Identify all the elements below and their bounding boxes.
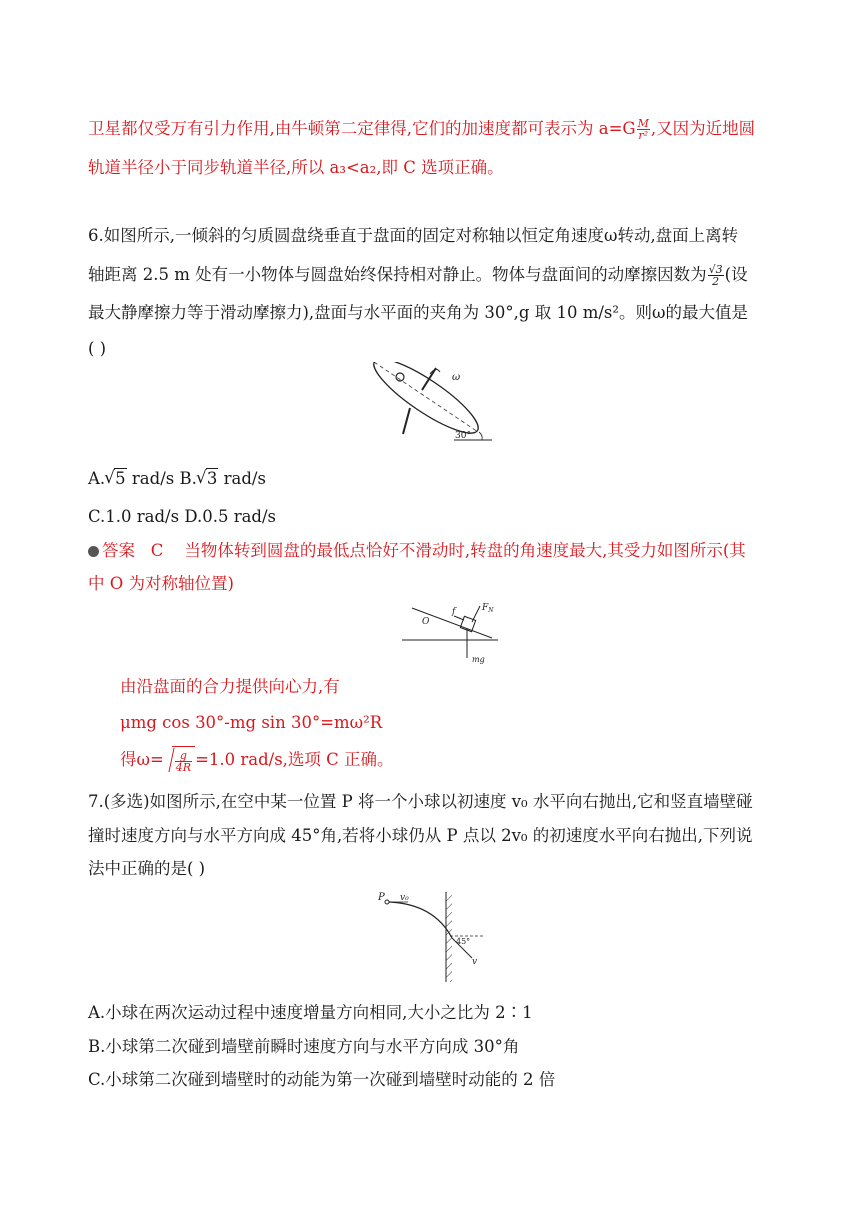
- q5-answer-line-2: 轨道半径小于同步轨道半径,所以 a₃<a₂,即 C 选项正确。: [88, 158, 504, 177]
- q6-stem-line-2: [88, 264, 748, 287]
- option-b-unit: rad/s: [218, 469, 266, 488]
- v-label: v: [472, 957, 478, 967]
- q6-solution-line-2: μmg cos 30°-mg sin 30°=mω²R: [120, 713, 383, 732]
- q6-solution-line-3: [120, 746, 394, 775]
- answer-bullet-icon: [88, 546, 99, 557]
- q6-stem-text-b: (设: [724, 265, 748, 284]
- friction-label: f: [452, 607, 456, 617]
- q6-answer-blank: ( ): [88, 339, 107, 358]
- normal-force-arrow: [472, 606, 480, 622]
- solution-result: =1.0 rad/s,选项 C 正确。: [195, 750, 394, 769]
- answer-label: 答案: [102, 541, 135, 560]
- angle-45-label: 45°: [456, 937, 471, 946]
- solution-omega-prefix: 得ω=: [120, 750, 164, 769]
- q7-projectile-wall-figure: [372, 890, 492, 982]
- v0-label: v₀: [400, 893, 409, 903]
- angle-30-label: 30°: [455, 431, 471, 441]
- angle-arc: [479, 432, 482, 440]
- q6-options-ab: [88, 468, 266, 490]
- q6-options-cd: C.1.0 rad/s D.0.5 rad/s: [88, 507, 277, 526]
- option-a-prefix: A.: [88, 469, 106, 488]
- q6-tilted-disk-figure: [366, 362, 494, 444]
- q6-stem-line-1: 6.如图所示,一倾斜的匀质圆盘绕垂直于盘面的固定对称轴以恒定角速度ω转动,盘面上离转: [88, 226, 739, 245]
- fraction-numerator: √3: [708, 263, 723, 276]
- fn-label: F: [482, 603, 489, 613]
- q6-answer-line-1: [88, 540, 746, 562]
- sqrt-radicand: 5: [115, 469, 126, 488]
- fraction-numerator: g: [175, 750, 192, 762]
- option-a-sqrt: [105, 468, 127, 490]
- answer-letter: C: [150, 541, 164, 560]
- q7-option-c: C.小球第二次碰到墙壁时的动能为第一次碰到墙壁时动能的 2 倍: [88, 1070, 556, 1089]
- omega-label: ω: [452, 372, 461, 383]
- rotation-axis-bottom: [403, 408, 410, 434]
- fraction-denominator: 2: [712, 275, 720, 288]
- fraction-denominator: 4R: [175, 761, 192, 774]
- option-a-unit: rad/s B.: [126, 469, 197, 488]
- normal-force-label: [481, 603, 494, 614]
- q7-stem-line-1: 7.(多选)如图所示,在空中某一位置 P 将一个小球以初速度 v₀ 水平向右抛出,它和竖直墙壁碰: [88, 792, 753, 811]
- q7-option-a: A.小球在两次运动过程中速度增量方向相同,大小之比为 2∶1: [88, 1003, 533, 1022]
- answer-explanation: 当物体转到圆盘的最低点恰好不滑动时,转盘的角速度最大,其受力如图所示(其: [184, 541, 746, 560]
- q6-force-diagram: [400, 600, 500, 666]
- q7-stem-line-2: 撞时速度方向与水平方向成 45°角,若将小球仍从 P 点以 2v₀ 的初速度水平向右抛出,下列说: [88, 826, 753, 845]
- q5-fraction-m-over-r2: [637, 118, 650, 141]
- q6-answer-line-2: 中 O 为对称轴位置): [88, 574, 234, 593]
- q6-stem-line-3: 最大静摩擦力等于滑动摩擦力),盘面与水平面的夹角为 30°,g 取 10 m/s²。则ω的最大值是: [88, 303, 748, 322]
- trajectory: [389, 902, 452, 938]
- q5-answer-text-a: 卫星都仅受万有引力作用,由牛顿第二定律得,它们的加速度都可表示为 a=G: [88, 119, 636, 138]
- q6-stem-text-a: 轴距离 2.5 m 处有一小物体与圆盘始终保持相对静止。物体与盘面间的动摩擦因数为: [88, 265, 707, 284]
- fraction-numerator: M: [637, 117, 649, 130]
- solution-sqrt: [164, 746, 195, 775]
- q5-answer-text-b: ,又因为近地圆: [650, 119, 756, 138]
- option-b-sqrt: [197, 468, 219, 490]
- mg-label: mg: [472, 655, 485, 664]
- axis-o-label: O: [422, 617, 430, 627]
- rotation-axis-top: [422, 368, 436, 390]
- q5-answer-line-1: [88, 118, 755, 141]
- wall-hatch: [446, 892, 452, 982]
- solution-fraction-g-over-4r: [175, 750, 192, 773]
- friction-arrow: [454, 616, 464, 620]
- q6-fraction-sqrt3-over-2: [708, 264, 724, 287]
- q7-option-b: B.小球第二次碰到墙壁前瞬时速度方向与水平方向成 30°角: [88, 1037, 520, 1056]
- q6-solution-line-1: 由沿盘面的合力提供向心力,有: [120, 677, 340, 696]
- point-p-label: P: [378, 892, 385, 903]
- q7-stem-line-3: 法中正确的是( ): [88, 859, 206, 878]
- ball-start: [385, 900, 389, 904]
- sqrt-radicand: 3: [206, 469, 218, 488]
- fraction-denominator: r²: [638, 129, 649, 142]
- fn-subscript: N: [488, 607, 494, 614]
- disk-diameter-dashed: [374, 362, 478, 432]
